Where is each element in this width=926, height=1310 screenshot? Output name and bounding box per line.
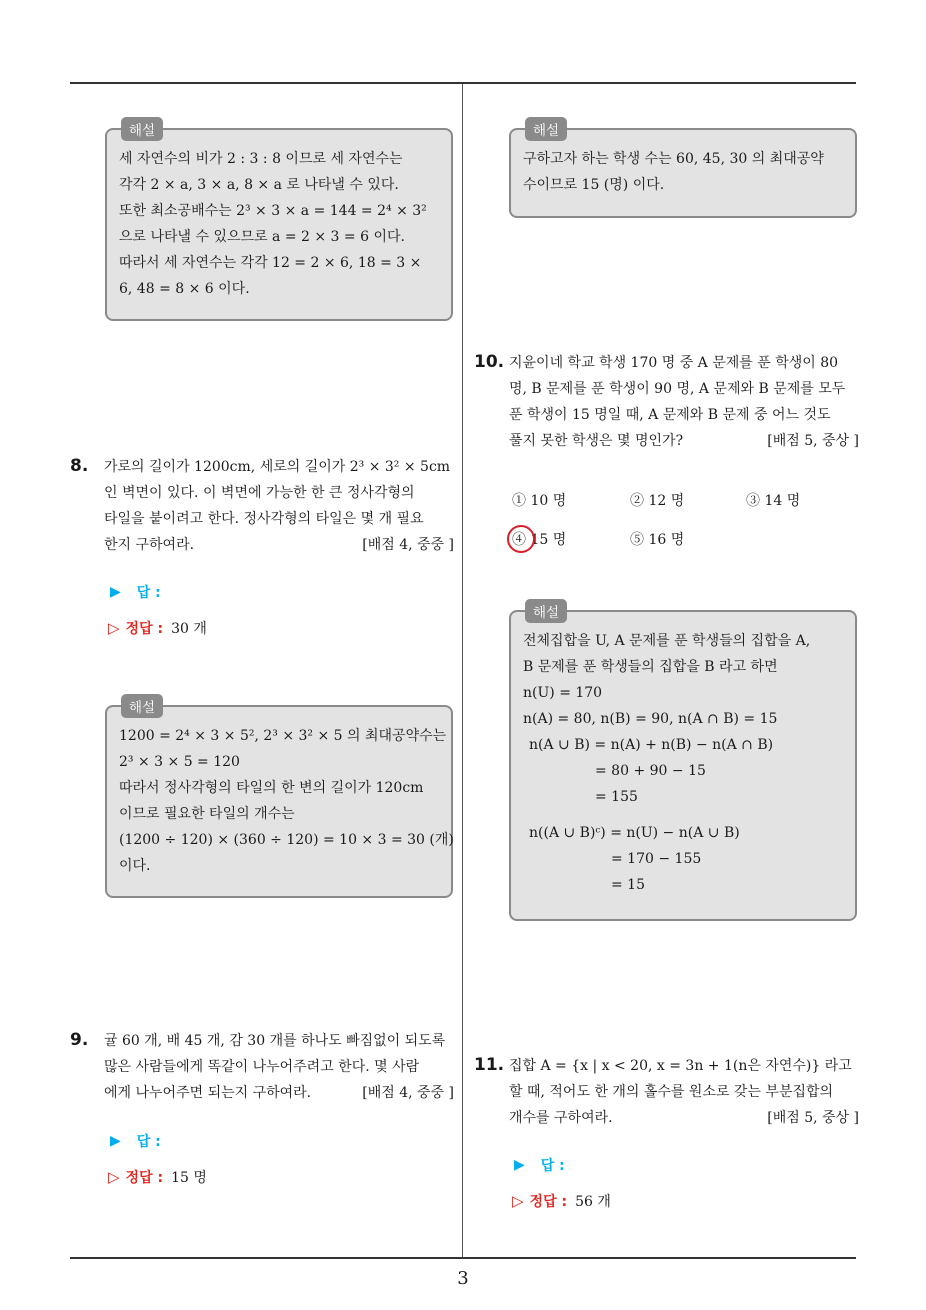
question-number-8: 8. [70, 456, 89, 476]
outline-triangle-icon: ▷ [108, 619, 120, 637]
explanation-line: = 15 [611, 877, 645, 893]
choice-2[interactable]: ② 12 명 [630, 493, 685, 509]
question-line: 집합 A = {x | x < 20, x = 3n + 1(n은 자연수)} 라고 [509, 1058, 852, 1074]
correct-label: 정답 : [529, 1194, 568, 1210]
question-line: 풀지 못한 학생은 몇 명인가? [509, 433, 684, 449]
answer-label: 답 : [136, 1134, 161, 1150]
answer-row [110, 1131, 161, 1151]
question-line: 가로의 길이가 1200cm, 세로의 길이가 2³ × 3² × 5cm [104, 459, 451, 475]
score-label: [배점 5, 중상 ] [767, 433, 859, 449]
explanation-line: 따라서 세 자연수는 각각 12 = 2 × 6, 18 = 3 × [119, 255, 422, 271]
explanation-line: 따라서 정사각형의 타일의 한 변의 길이가 120cm [119, 780, 424, 796]
explanation-line: = 170 − 155 [611, 851, 702, 867]
explanation-box-9 [509, 123, 857, 218]
explanation-box-7 [105, 123, 453, 321]
explanation-line: (1200 ÷ 120) × (360 ÷ 120) = 10 × 3 = 30 (개) [119, 832, 454, 848]
explanation-line: 수이므로 15 (명) 이다. [523, 177, 665, 193]
explanation-tag: 해설 [121, 117, 163, 141]
question-line: 할 때, 적어도 한 개의 홀수를 원소로 갖는 부분집합의 [509, 1084, 834, 1100]
question-line: 에게 나누어주면 되는지 구하여라. [104, 1085, 312, 1101]
explanation-tag: 해설 [121, 694, 163, 718]
column-divider [462, 84, 463, 1258]
explanation-line: 전체집합을 U, A 문제를 푼 학생들의 집합을 A, [523, 633, 811, 649]
score-label: [배점 5, 중상 ] [767, 1110, 859, 1126]
correct-label: 정답 : [125, 621, 164, 637]
question-last-line [509, 1105, 859, 1131]
explanation-line: = 155 [595, 789, 638, 805]
correct-value: 56 개 [575, 1194, 611, 1210]
explanation-line: 으로 나타낼 수 있으므로 a = 2 × 3 = 6 이다. [119, 229, 405, 245]
question-number-10: 10. [474, 352, 505, 372]
explanation-line: 또한 최소공배수는 2³ × 3 × a = 144 = 2⁴ × 3² [119, 203, 427, 219]
question-text-9 [104, 1028, 454, 1106]
explanation-tag: 해설 [525, 117, 567, 141]
question-number-11: 11. [474, 1055, 505, 1075]
explanation-line: n(A ∪ B) = n(A) + n(B) − n(A ∩ B) [529, 737, 774, 753]
choice-5[interactable]: ⑤ 16 명 [630, 532, 685, 548]
question-line: 많은 사람들에게 똑같이 나누어주려고 한다. 몇 사람 [104, 1059, 420, 1075]
selected-answer-circle-icon [507, 525, 535, 553]
answer-row [110, 582, 161, 602]
answer-label: 답 : [540, 1158, 565, 1174]
question-last-line [104, 532, 454, 558]
explanation-line: 이므로 필요한 타일의 개수는 [119, 806, 295, 822]
choice-4[interactable]: ④ 15 명 [512, 532, 567, 548]
explanation-box-10 [509, 605, 857, 921]
explanation-line: n(U) = 170 [523, 685, 603, 701]
question-line: 귤 60 개, 배 45 개, 감 30 개를 하나도 빠짐없이 되도록 [104, 1033, 446, 1049]
play-triangle-icon: ▶ [110, 584, 121, 600]
bottom-rule [70, 1257, 856, 1259]
answer-row [514, 1155, 565, 1175]
play-triangle-icon: ▶ [514, 1157, 525, 1173]
explanation-tag: 해설 [525, 599, 567, 623]
explanation-line: 6, 48 = 8 × 6 이다. [119, 281, 250, 297]
question-line: 개수를 구하여라. [509, 1110, 613, 1126]
question-text-10 [509, 350, 859, 454]
question-line: 지윤이네 학교 학생 170 명 중 A 문제를 푼 학생이 80 [509, 355, 839, 371]
explanation-line: 이다. [119, 858, 151, 874]
outline-triangle-icon: ▷ [512, 1192, 524, 1210]
choice-3[interactable]: ③ 14 명 [746, 493, 801, 509]
question-line: 타일을 붙이려고 한다. 정사각형의 타일은 몇 개 필요 [104, 511, 424, 527]
explanation-line: n(A) = 80, n(B) = 90, n(A ∩ B) = 15 [523, 711, 778, 727]
question-last-line [104, 1080, 454, 1106]
play-triangle-icon: ▶ [110, 1133, 121, 1149]
explanation-line: 세 자연수의 비가 2 : 3 : 8 이므로 세 자연수는 [119, 151, 403, 167]
correct-value: 30 개 [171, 621, 207, 637]
correct-answer-row [512, 1191, 611, 1211]
explanation-line: 구하고자 하는 학생 수는 60, 45, 30 의 최대공약 [523, 151, 824, 167]
explanation-line: = 80 + 90 − 15 [595, 763, 706, 779]
explanation-line: n((A ∪ B)ᶜ) = n(U) − n(A ∪ B) [529, 825, 740, 841]
question-line: 푼 학생이 15 명일 때, A 문제와 B 문제 중 어느 것도 [509, 407, 831, 423]
question-text-8 [104, 454, 454, 558]
choice-1[interactable]: ① 10 명 [512, 493, 567, 509]
outline-triangle-icon: ▷ [108, 1168, 120, 1186]
question-line: 인 벽면이 있다. 이 벽면에 가능한 한 큰 정사각형의 [104, 485, 415, 501]
question-text-11 [509, 1053, 859, 1131]
top-rule [70, 82, 856, 84]
correct-answer-row [108, 1167, 207, 1187]
explanation-line: 2³ × 3 × 5 = 120 [119, 754, 240, 770]
explanation-line: 각각 2 × a, 3 × a, 8 × a 로 나타낼 수 있다. [119, 177, 399, 193]
question-number-9: 9. [70, 1030, 89, 1050]
answer-label: 답 : [136, 585, 161, 601]
question-line: 명, B 문제를 푼 학생이 90 명, A 문제와 B 문제를 모두 [509, 381, 846, 397]
score-label: [배점 4, 중중 ] [362, 1085, 454, 1101]
correct-value: 15 명 [171, 1170, 207, 1186]
question-line: 한지 구하여라. [104, 537, 195, 553]
page-number: 3 [457, 1268, 469, 1289]
explanation-line: B 문제를 푼 학생들의 집합을 B 라고 하면 [523, 659, 778, 675]
correct-label: 정답 : [125, 1170, 164, 1186]
explanation-box-8 [105, 700, 454, 898]
explanation-line: 1200 = 2⁴ × 3 × 5², 2³ × 3² × 5 의 최대공약수는 [119, 728, 447, 744]
question-last-line [509, 428, 859, 454]
correct-answer-row [108, 618, 207, 638]
score-label: [배점 4, 중중 ] [362, 537, 454, 553]
